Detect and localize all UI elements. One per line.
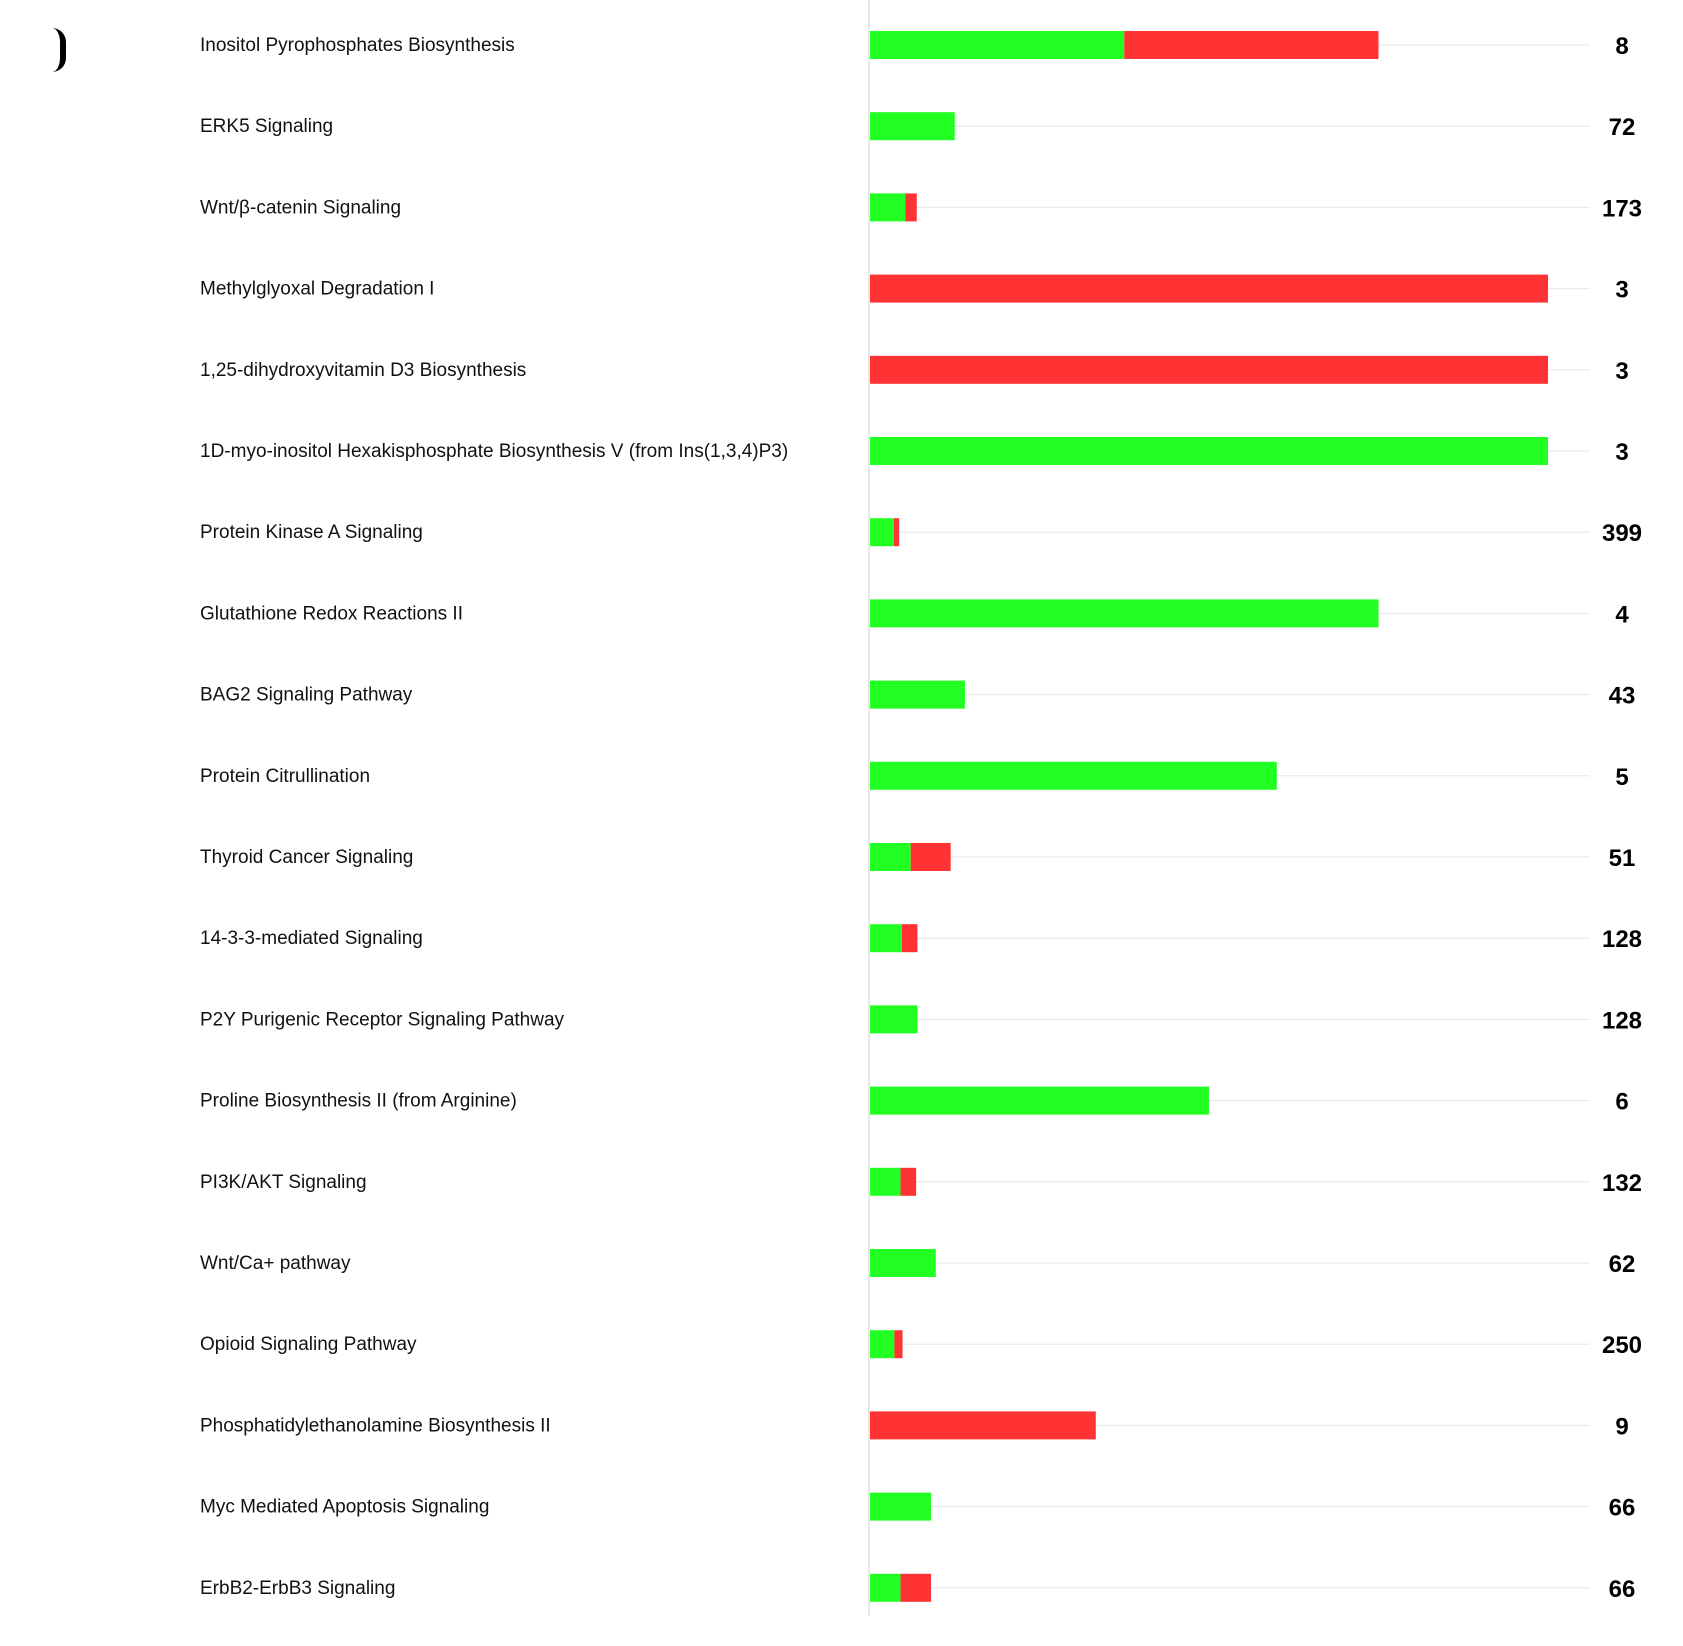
bar-upregulated [870,437,1548,465]
molecule-count: 132 [1601,1169,1643,1197]
molecule-count: 62 [1608,1251,1636,1278]
bar-downregulated [870,356,1548,384]
bar-upregulated [870,762,1277,790]
bar-upregulated [870,1168,901,1196]
bar-downregulated [905,193,917,221]
bar-upregulated [870,31,1124,59]
bar-downregulated [901,1574,932,1602]
molecule-count: 6 [1615,1088,1629,1116]
bar-downregulated [911,843,951,871]
molecule-count: 9 [1615,1413,1629,1441]
category-label: Proline Biosynthesis II (from Arginine) [200,1090,517,1112]
category-label: PI3K/AKT Signaling [200,1171,367,1193]
category-label: 1,25-dihydroxyvitamin D3 Biosynthesis [200,359,527,381]
bar-downregulated [902,924,918,952]
category-label: Glutathione Redox Reactions II [200,603,463,625]
molecule-count: 3 [1615,357,1629,385]
chart-gridlines [869,0,1590,1616]
molecule-count: 4 [1615,601,1629,629]
molecule-count: 66 [1608,1494,1636,1522]
chart-row [200,356,1629,385]
molecule-count: 66 [1608,1575,1636,1603]
bar-upregulated [870,1087,1209,1115]
category-label: 1D-myo-inositol Hexakisphosphate Biosynthesis V (from Ins(1,3,4)P3) [200,441,789,462]
molecule-count: 399 [1601,520,1643,548]
bar-downregulated [894,518,899,546]
category-label: Wnt/β-catenin Signaling [200,197,402,219]
bar-downregulated [870,1411,1096,1439]
molecule-count: 51 [1608,845,1636,872]
bar-upregulated [870,193,905,221]
chart-rows [200,31,1642,1603]
category-label: BAG2 Signaling Pathway [200,684,413,706]
molecule-count: 250 [1601,1332,1643,1360]
molecule-count: 43 [1608,682,1636,710]
molecule-count: 3 [1615,439,1629,466]
category-label: 14-3-3-mediated Signaling [200,928,423,950]
category-label: Phosphatidylethanolamine Biosynthesis II [200,1415,551,1437]
category-label: Myc Mediated Apoptosis Signaling [200,1496,490,1518]
bar-upregulated [870,599,1379,627]
chart-row [200,437,1629,466]
molecule-count: 5 [1615,763,1629,791]
category-label: ErbB2-ErbB3 Signaling [200,1577,396,1599]
category-label: ERK5 Signaling [200,116,334,138]
bar-downregulated [894,1330,902,1358]
molecule-count: 3 [1615,276,1629,304]
category-label: Wnt/Ca+ pathway [200,1253,351,1274]
category-label: Protein Kinase A Signaling [200,522,423,544]
category-label: Methylglyoxal Degradation I [200,278,435,300]
category-label: P2Y Purigenic Receptor Signaling Pathway [200,1009,565,1031]
category-label: Inositol Pyrophosphates Biosynthesis [200,35,515,56]
bar-upregulated [870,924,902,952]
bar-upregulated [870,518,894,546]
bar-downregulated [1124,31,1378,59]
molecule-count: 8 [1615,33,1629,60]
bar-upregulated [870,681,965,709]
molecule-count: 173 [1601,195,1643,223]
molecule-count: 128 [1601,1007,1643,1035]
category-label: Opioid Signaling Pathway [200,1334,417,1356]
bar-downregulated [870,275,1548,303]
chart-row [200,275,1629,304]
molecule-count: 128 [1601,926,1643,954]
bar-upregulated [870,1249,936,1277]
category-label: Thyroid Cancer Signaling [200,847,414,868]
category-label: Protein Citrullination [200,765,371,787]
bar-upregulated [870,112,955,140]
bar-upregulated [870,1574,901,1602]
bar-upregulated [870,1005,917,1033]
bar-upregulated [870,1493,931,1521]
molecule-count: 72 [1608,114,1636,142]
bar-upregulated [870,1330,894,1358]
bar-upregulated [870,843,911,871]
bar-downregulated [901,1168,917,1196]
